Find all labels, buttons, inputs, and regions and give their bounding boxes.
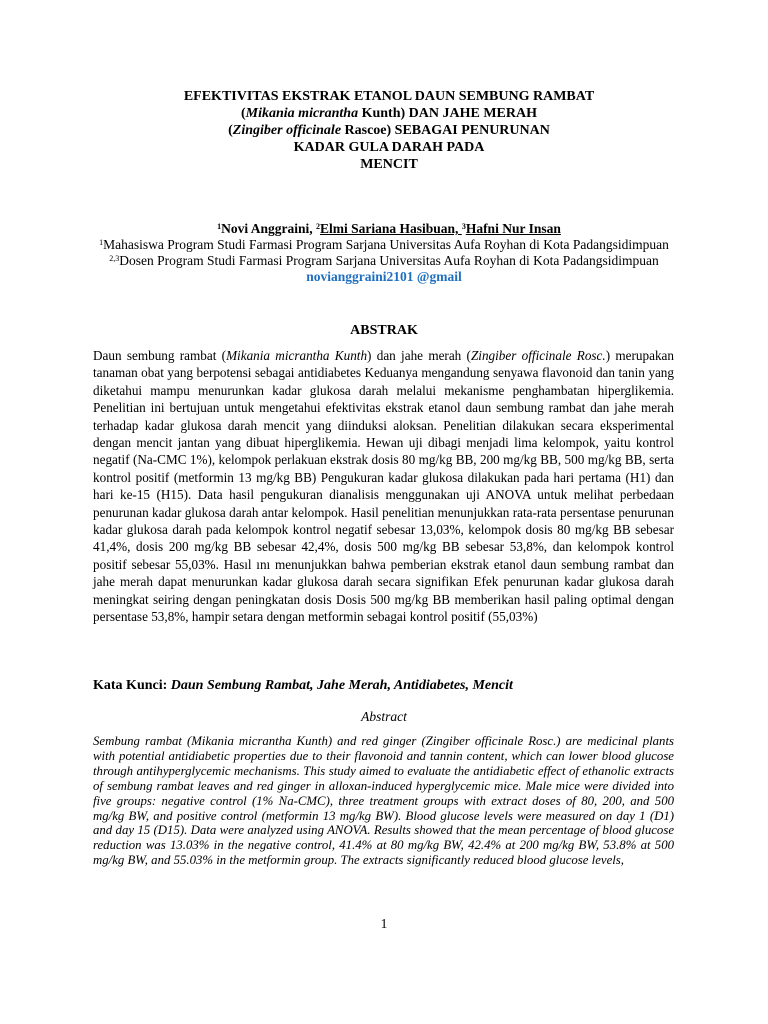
abstrak-text: ) merupakan tanaman obat yang berpotensi sebagai antidiabetes Keduanya mengandung senyawa flavonoid dan tanin yang diketahui mampu menurunkan kadar glukosa darah melalui mekanisme penghambatan hiperglikemia. Penelitian ini bertujuan untuk mengetahui efektivitas ekstrak etanol daun sembung rambat dan jahe merah terhadap kadar glukosa darah mencit yang diinduksi aloksan. Penelitian dilakukan secara eksperimental dengan mencit jantan yang dibuat hiperglikemia. Hewan uji dibagi menjadi lima kelompok, yaitu kontrol negatif (Na-CMC 1%), kelompok perlakuan ekstrak dosis 80 mg/kg BB, 200 mg/kg BB, 500 mg/kg BB, serta kontrol positif (metformin 13 mg/kg BB) Pengukuran kadar glukosa dilakukan pada hari pertama (H1) dan hari ke-15 (H15). Data hasil pengukuran dianalisis menggunakan uji ANOVA untuk melihat perbedaan penurunan kadar glukosa darah antar kelompok. Hasil penelitian menunjukkan rata-rata persentase penurunan kadar glukosa darah pada kelompok kontrol negatif sebesar 13,03%, kelompok dosis 80 mg/kg BB sebesar 41,4%, dosis 200 mg/kg BB sebesar 42,4%, dosis 500 mg/kg BB sebesar 53,8%, dan kelompok kontrol positif sebesar 55,03%. Hasıl ını menunjukkan bahwa pemberian ekstrak etanol daun sembung rambat dan jahe merah dapat menurunkan kadar glukosa darah secara signifikan Efek penurunan kadar glukosa darah meningkat seiring dengan peningkatan dosis Dosis 500 mg/kg BB memberikan hasil paling optimal dengan persentase 53,8%, hampir setara dengan metformin sebagai kontrol positif (55,03%) (93, 348, 674, 625)
author-2: Elmi Sariana Hasibuan, (320, 221, 462, 236)
title-line-3-rest: Rascoe) SEBAGAI PENURUNAN (341, 123, 550, 138)
abstrak-body (93, 347, 674, 626)
title-line-5: MENCIT (360, 157, 418, 172)
author-block (0, 221, 768, 285)
title-line-2-rest: Kunth) DAN JAHE MERAH (358, 106, 537, 121)
title-line-4: KADAR GULA DARAH PADA (293, 140, 485, 155)
affiliation-2-text: Dosen Program Studi Farmasi Program Sarjana Universitas Aufa Royhan di Kota Padangsidimpuan (119, 253, 659, 268)
affiliation-1-text: Mahasiswa Program Studi Farmasi Program Sarjana Universitas Aufa Royhan di Kota Padangsidimpuan (103, 237, 669, 252)
author-names (10, 221, 768, 237)
author-1: Novi Anggraini, (221, 221, 317, 236)
abstrak-species-2: Zingiber officinale Rosc. (470, 348, 606, 363)
title-paren: ( (228, 123, 233, 138)
keywords-label: Kata Kunci: (93, 678, 171, 693)
author-1-sup: 1 (217, 222, 222, 231)
keywords-terms: Daun Sembung Rambat, Jahe Merah, Antidiabetes, Mencit (170, 678, 513, 693)
affiliation-2 (0, 253, 768, 269)
title-line-3 (10, 122, 768, 139)
abstract-body: Sembung rambat (Mikania micrantha Kunth) and red ginger (Zingiber officinale Rosc.) are medicinal plants with potential antidiabetic properties due to their flavonoid and tannin content, which can lower blood glucose through antihyperglycemic mechanisms. This study aimed to evaluate the antidiabetic effect of ethanolic extracts of sembung rambat leaves and red ginger in alloxan-induced hyperglycemic mice. Male mice were divided into five groups: negative control (1% Na-CMC), three treatment groups with extract doses of 80, 200, and 500 mg/kg BW, and positive control (metformin 13 mg/kg BW). Blood glucose levels were measured on day 1 (D1) and day 15 (D15). Data were analyzed using ANOVA. Results showed that the mean percentage of blood glucose reduction was 13.03% in the negative control, 41.4% at 80 mg/kg BW, 42.4% at 200 mg/kg BW, 53.8% at 500 mg/kg BW, and 55.03% in the metformin group. The extracts significantly reduced blood glucose levels, (93, 734, 674, 868)
author-3: Hafni Nur Insan (465, 221, 561, 236)
title-line-1: EFEKTIVITAS EKSTRAK ETANOL DAUN SEMBUNG RAMBAT (183, 89, 595, 104)
abstrak-species-1: Mikania micrantha Kunth (226, 348, 368, 363)
abstrak-text: Daun sembung rambat ( (93, 348, 227, 363)
page-number: 1 (380, 916, 388, 931)
abstract-heading: Abstract (361, 709, 407, 724)
author-2-sup: 2 (316, 222, 321, 231)
title-species-1: Mikania micrantha (245, 106, 359, 121)
title-line-2 (10, 105, 768, 122)
affiliation-1-sup: 1 (99, 238, 104, 247)
affiliation-2-sup: 2,3 (109, 254, 120, 263)
title-species-2: Zingiber officinale (232, 123, 342, 138)
author-3-sup: 3 (461, 222, 466, 231)
author-email-link[interactable]: novianggraini2101 @gmail (306, 269, 462, 284)
abstrak-text: ) dan jahe merah ( (367, 348, 471, 363)
title-paren: ( (241, 106, 246, 121)
affiliation-1 (0, 237, 768, 253)
keywords (93, 678, 693, 694)
paper-title (0, 88, 768, 173)
abstrak-heading: ABSTRAK (350, 323, 418, 338)
